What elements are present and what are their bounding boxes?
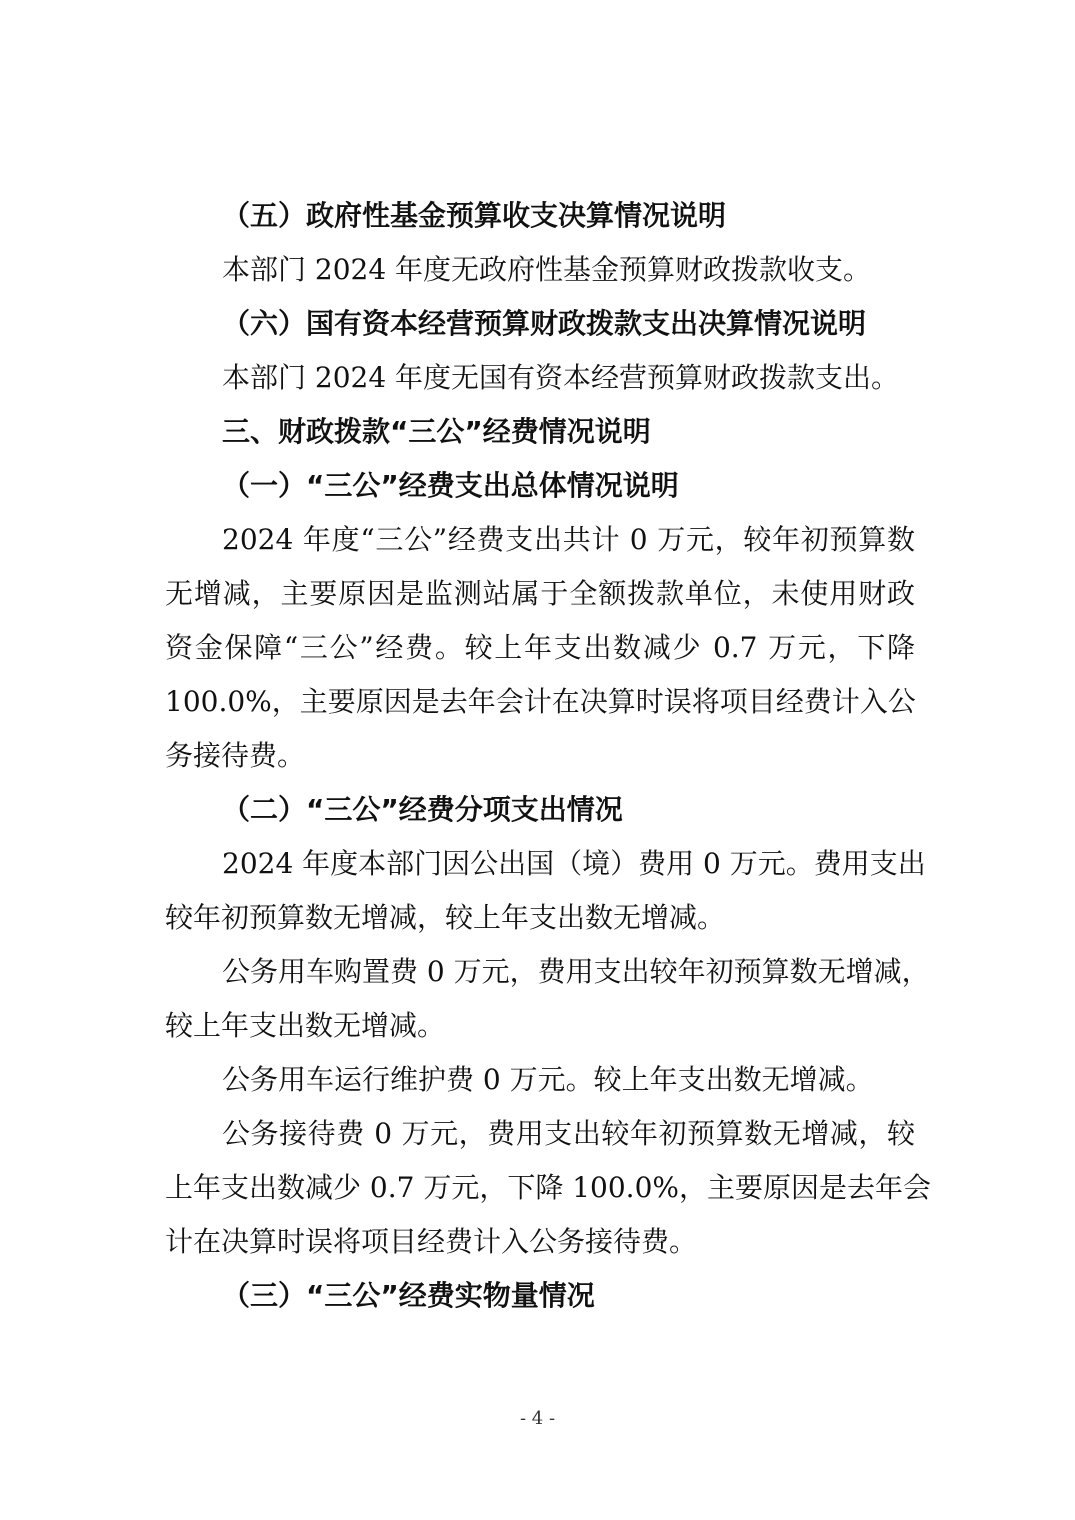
paragraph-line: 公务用车购置费 0 万元，费用支出较年初预算数无增减，	[222, 955, 930, 988]
section-heading-6: （六）国有资本经营预算财政拨款支出决算情况说明	[222, 307, 867, 340]
page-number: - 4 -	[519, 1408, 556, 1429]
subsection-heading-3: （三）“三公”经费实物量情况	[222, 1279, 595, 1312]
section-body-6: 本部门 2024 年度无国有资本经营预算财政拨款支出。	[222, 361, 900, 394]
paragraph-line: 上年支出数减少 0.7 万元，下降 100.0%，主要原因是去年会	[165, 1171, 931, 1204]
paragraph-line: 公务用车运行维护费 0 万元。较上年支出数无增减。	[222, 1063, 874, 1096]
paragraph-line: 较年初预算数无增减，较上年支出数无增减。	[165, 901, 726, 934]
subsection-heading-2: （二）“三公”经费分项支出情况	[222, 793, 623, 826]
section-body-5: 本部门 2024 年度无政府性基金预算财政拨款收支。	[222, 253, 872, 286]
paragraph-line: 资金保障“三公”经费。较上年支出数减少 0.7 万元，下降	[165, 631, 915, 664]
paragraph-line: 2024 年度“三公”经费支出共计 0 万元，较年初预算数	[222, 523, 915, 556]
paragraph-line: 计在决算时误将项目经费计入公务接待费。	[165, 1225, 698, 1258]
section-heading-5: （五）政府性基金预算收支决算情况说明	[222, 199, 727, 232]
paragraph-line: 100.0%，主要原因是去年会计在决算时误将项目经费计入公	[165, 685, 916, 718]
subsection-heading-1: （一）“三公”经费支出总体情况说明	[222, 469, 679, 502]
part-three-heading: 三、财政拨款“三公”经费情况说明	[222, 415, 651, 448]
paragraph-line: 2024 年度本部门因公出国（境）费用 0 万元。费用支出	[222, 847, 926, 880]
paragraph-line: 务接待费。	[165, 739, 306, 772]
paragraph-line: 无增减，主要原因是监测站属于全额拨款单位，未使用财政	[165, 577, 915, 610]
paragraph-line: 较上年支出数无增减。	[165, 1009, 446, 1042]
paragraph-line: 公务接待费 0 万元，费用支出较年初预算数无增减，较	[222, 1117, 915, 1150]
